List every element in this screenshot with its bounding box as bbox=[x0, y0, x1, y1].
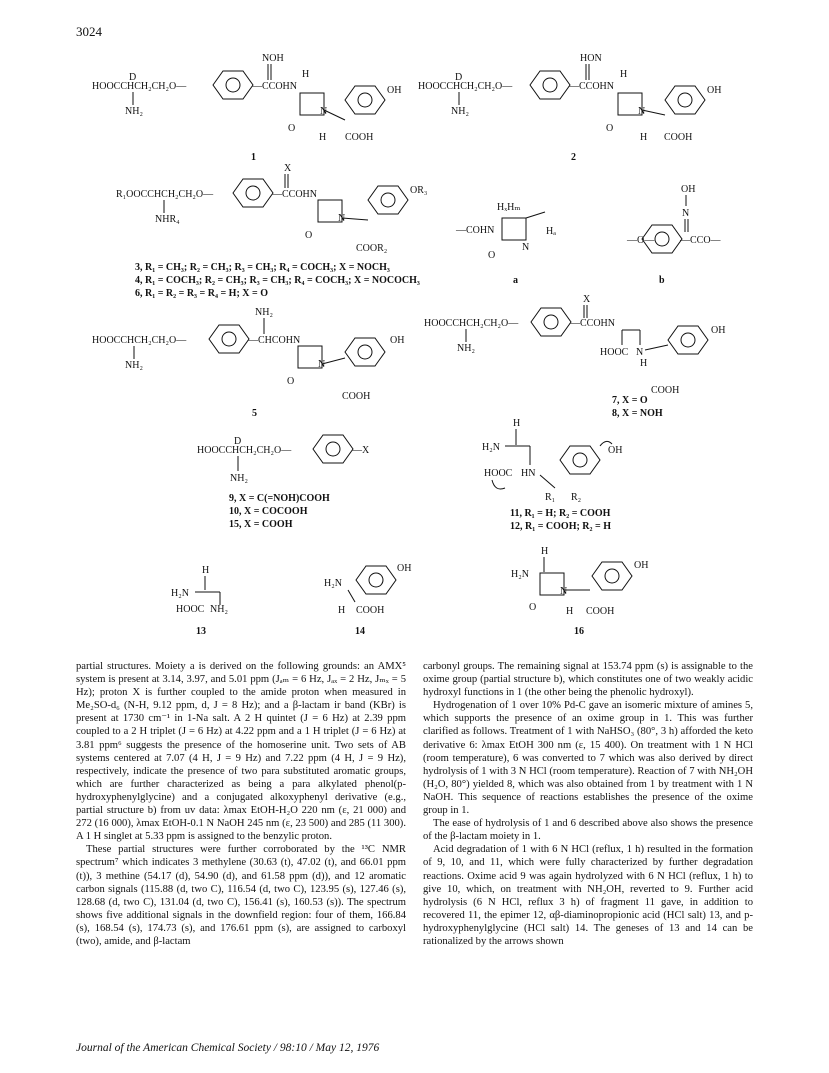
s16-oh: OH bbox=[634, 560, 649, 571]
s2-benzene-ring bbox=[530, 71, 570, 99]
s5-phenol-ring bbox=[345, 338, 385, 366]
s3-benzene-ring bbox=[233, 179, 273, 207]
s7-n: N bbox=[636, 347, 644, 358]
s9-benzene-ring bbox=[313, 435, 353, 463]
s1-h2: H bbox=[319, 132, 327, 143]
sa-cohn: —COHN bbox=[456, 225, 495, 236]
s2-h: H bbox=[620, 69, 628, 80]
s11-compound-12-definition: 12, R₁ = COOH; R₂ = H bbox=[510, 521, 612, 532]
sa-n: N bbox=[522, 242, 530, 253]
s3-aryl-ring bbox=[368, 186, 408, 214]
partial-structure-a bbox=[455, 202, 556, 286]
s7-phenol-ring bbox=[668, 326, 708, 354]
s16-h2: H bbox=[566, 606, 574, 617]
s3-o: O bbox=[305, 230, 313, 241]
s1-o: O bbox=[288, 123, 296, 134]
partial-structure-b bbox=[626, 184, 722, 286]
s16-cooh: COOH bbox=[586, 606, 615, 617]
s3-or3: OR₃ bbox=[410, 185, 428, 196]
sa-o: O bbox=[488, 250, 496, 261]
sa-hx-hm: HₓHₘ bbox=[497, 202, 521, 213]
s11-oh: OH bbox=[608, 445, 623, 456]
right-text-column bbox=[423, 660, 753, 948]
s11-hooc: HOOC bbox=[484, 468, 513, 479]
s11-r2: R₂ bbox=[571, 492, 582, 503]
s1-cooh: COOH bbox=[345, 132, 374, 143]
s2-side-chain: HOOCCHCH₂CH₂O— bbox=[418, 81, 513, 92]
s14-h: H bbox=[338, 605, 346, 616]
right-paragraph-2: Hydrogenation of 1 over 10% Pd-C gave an isomeric mixture of amines 5, which supports the presence of an oxime group in 1. This was further clarified as follows. Treatment of 1 with NaHSO₃ (80°, 3 h) afforded the keto derivative 6: λmax EtOH 300 nm (ε, 15 400). On treatment with 1 N HCl (room temperature), 6 was converted to 7 which was also derived by direct hydrolysis of 1 with 3 N HCl (room temperature). Reaction of 7 with NH₂OH (H₂O, 80°) yielded 8, which was also obtained from 1 by treatment with 1 N NaOH. This sequence of reactions establishes the presence of the oxime group in 1. bbox=[423, 700, 753, 817]
s13-compound-label: 13 bbox=[196, 626, 206, 637]
sa-ha: Hₐ bbox=[546, 226, 556, 237]
sa-beta-lactam-ring bbox=[502, 218, 526, 240]
s2-phenol-ring bbox=[665, 86, 705, 114]
s14-compound-label: 14 bbox=[355, 626, 365, 637]
s14-h2n: H₂N bbox=[324, 578, 342, 589]
s3-amide: —CCOHN bbox=[272, 189, 318, 200]
s7-x: X bbox=[583, 294, 591, 305]
s16-o: O bbox=[529, 602, 537, 613]
s2-oxime-hon: HON bbox=[580, 53, 602, 64]
structure-9-10-15 bbox=[197, 435, 370, 530]
s9-x: —X bbox=[352, 445, 370, 456]
s2-o: O bbox=[606, 123, 614, 134]
s1-h: H bbox=[302, 69, 310, 80]
s2-cooh: COOH bbox=[664, 132, 693, 143]
left-text-column bbox=[76, 660, 406, 948]
sb-label: b bbox=[659, 275, 665, 286]
s11-h2n: H₂N bbox=[482, 442, 500, 453]
s11-h: H bbox=[513, 418, 521, 429]
s13-nh2: NH₂ bbox=[210, 604, 228, 615]
structure-2 bbox=[418, 53, 721, 163]
s13-hooc: HOOC bbox=[176, 604, 205, 615]
s13-h: H bbox=[202, 565, 210, 576]
s2-nh2: NH₂ bbox=[451, 106, 469, 117]
s3-compound-3-definition: 3, R₁ = CH₃; R₂ = CH₃; R₃ = CH₃; R₄ = COCH₃; X = NOCH₃ bbox=[135, 262, 390, 273]
s9-nh2: NH₂ bbox=[230, 473, 248, 484]
s7-nh2: NH₂ bbox=[457, 343, 475, 354]
structure-11-12 bbox=[482, 418, 622, 532]
sb-cco: —CCO— bbox=[680, 235, 721, 246]
s9-compound-15-definition: 15, X = COOH bbox=[229, 519, 293, 530]
s1-deuterium-label: D bbox=[129, 72, 137, 83]
s7-compound-7-definition: 7, X = O bbox=[612, 395, 648, 406]
s3-compound-4-definition: 4, R₁ = COCH₃; R₂ = CH₃; R₃ = CH₃; R₄ = COCH₃; X = NOCOCH₃ bbox=[135, 275, 420, 286]
s5-compound-label: 5 bbox=[252, 408, 257, 419]
s16-phenol-ring bbox=[592, 562, 632, 590]
s5-side-chain: HOOCCHCH₂CH₂O— bbox=[92, 335, 187, 346]
s3-coor2: COOR₂ bbox=[356, 243, 388, 254]
s2-n: N bbox=[638, 106, 646, 117]
s9-deuterium-label: D bbox=[234, 436, 242, 447]
s9-compound-10-definition: 10, X = COCOOH bbox=[229, 506, 308, 517]
right-paragraph-1: carbonyl groups. The remaining signal at 153.74 ppm (s) is assignable to the oxime group (partial structure b), which constitutes one of two weakly acidic hydroxyl functions in 1 (the other being the phenolic hydroxyl). bbox=[423, 661, 753, 699]
left-paragraph-1: partial structures. Moiety a is derived on the following grounds: an AMX⁵ system is present at 3.14, 3.97, and 5.01 ppm (Jₐₘ = 6 Hz, Jₐₓ = 2 Hz, Jₘₓ = 5 Hz); proton X is further coupled to the amide proton when measured in Me₂SO-d₆ (N-H, 9.12 ppm, d, J = 8 Hz); and a β-lactam ir band (KBr) is present at 1730 cm⁻¹ in 1-Na salt. A 2 H quintet (J = 6 Hz) at 2.39 ppm coupled to a 2 H triplet (J = 6 Hz) at 4.22 ppm and a 1 H triplet (J = 6 Hz) at 3.81 ppm⁶ suggests the presence of the homoserine unit. Two sets of AB systems centered at 7.07 (4 H, J = 9 Hz) and 7.22 ppm (4 H, J = 9 Hz), respectively, indicate the presence of two para substituted aromatic groups, which are further characterized as being a para alkylated phenol(p-hydroxyphenylglycine) and a conjugated alkoxyphenyl derivative (e.g., partial structure b) from uv data: λmax EtOH-H₂O 220 nm (ε, 21 000) and 272 (16 000), λmax EtOH-0.1 N NaOH 245 nm (ε, 23 500) and 285 (11 300). A 1 H singlet at 5.33 ppm is assigned to the benzylic proton. bbox=[76, 661, 406, 843]
s1-phenol-ring bbox=[345, 86, 385, 114]
page-number: 3024 bbox=[76, 24, 102, 39]
left-paragraph-2: These partial structures were further corroborated by the ¹³C NMR spectrum⁷ which indicates 3 methylene (30.63 (t), 47.02 (t), and 66.01 ppm (t)), 3 methine (54.17 (d), 54.90 (d), and 61.58 ppm (d)), and 12 aromatic carbon signals (115.88 (d, two C), 116.54 (d, two C), 123.95 (s), 127.46 (s), 128.68 (d, two C), 131.04 (d, two C), 156.41 (s), 160.53 (s)). The spectrum shows five additional signals in the downfield region: four of them, 166.84 (s), 168.54 (s), 174.73 (s), and 176.61 ppm (s), are assigned to carboxyl (two), amide, and β-lactam bbox=[76, 844, 406, 947]
s7-h: H bbox=[640, 358, 648, 369]
structure-13 bbox=[171, 565, 228, 637]
s1-nh2: NH₂ bbox=[125, 106, 143, 117]
s14-phenol-ring bbox=[356, 566, 396, 594]
s5-benzene-ring bbox=[209, 325, 249, 353]
structure-14 bbox=[324, 563, 411, 637]
s1-oxime-noh: NOH bbox=[262, 53, 284, 64]
right-paragraph-3: The ease of hydrolysis of 1 and 6 described above also shows the presence of the β-lactam moiety in 1. bbox=[423, 818, 753, 843]
s7-benzene-ring bbox=[531, 308, 571, 336]
structure-7-8 bbox=[424, 294, 725, 419]
s1-benzene-ring bbox=[213, 71, 253, 99]
s7-oh: OH bbox=[711, 325, 726, 336]
s1-n: N bbox=[320, 106, 328, 117]
s1-side-chain: HOOCCHCH₂CH₂O— bbox=[92, 81, 187, 92]
s5-nh2: NH₂ bbox=[125, 360, 143, 371]
s2-deuterium-label: D bbox=[455, 72, 463, 83]
s7-hooc: HOOC bbox=[600, 347, 629, 358]
s3-nhr4: NHR₄ bbox=[155, 214, 180, 225]
s5-oh: OH bbox=[390, 335, 405, 346]
s5-nh2-top: NH₂ bbox=[255, 307, 273, 318]
s1-compound-label: 1 bbox=[251, 152, 256, 163]
s14-cooh: COOH bbox=[356, 605, 385, 616]
s2-compound-label: 2 bbox=[571, 152, 576, 163]
s3-n: N bbox=[338, 213, 346, 224]
structure-3-4-6 bbox=[116, 163, 427, 299]
s7-amide: —CCOHN bbox=[570, 318, 616, 329]
s1-oh: OH bbox=[387, 85, 402, 96]
journal-footer: Journal of the American Chemical Society / 98:10 / May 12, 1976 bbox=[76, 1042, 380, 1054]
structure-5 bbox=[92, 307, 404, 419]
s3-side-chain: R₁OOCCHCH₂CH₂O— bbox=[116, 189, 214, 200]
s7-compound-8-definition: 8, X = NOH bbox=[612, 408, 663, 419]
s7-cooh: COOH bbox=[651, 385, 680, 396]
sb-oh: OH bbox=[681, 184, 696, 195]
s11-r1: R₁ bbox=[545, 492, 556, 503]
s11-phenol-ring bbox=[560, 446, 600, 474]
s13-h2n: H₂N bbox=[171, 588, 189, 599]
sb-n: N bbox=[682, 208, 690, 219]
s16-compound-label: 16 bbox=[574, 626, 584, 637]
s11-arrow-1 bbox=[492, 480, 505, 489]
s7-side-chain: HOOCCHCH₂CH₂O— bbox=[424, 318, 519, 329]
s16-n: N bbox=[560, 586, 568, 597]
s5-n: N bbox=[318, 359, 326, 370]
s9-compound-9-definition: 9, X = C(=NOH)COOH bbox=[229, 493, 330, 504]
s11-hn: HN bbox=[521, 468, 536, 479]
s11-compound-11-definition: 11, R₁ = H; R₂ = COOH bbox=[510, 508, 611, 519]
sa-label: a bbox=[513, 275, 518, 286]
s1-amide: —CCOHN bbox=[252, 81, 298, 92]
s2-oh: OH bbox=[707, 85, 722, 96]
s2-amide: —CCOHN bbox=[569, 81, 615, 92]
sb-ether-o: —O— bbox=[627, 235, 655, 246]
structure-16 bbox=[511, 546, 648, 637]
s5-cooh: COOH bbox=[342, 391, 371, 402]
s3-x: X bbox=[284, 163, 292, 174]
structure-1 bbox=[92, 53, 401, 163]
s9-side-chain: HOOCCHCH₂CH₂O— bbox=[197, 445, 292, 456]
s5-chcohn: —CHCOHN bbox=[248, 335, 301, 346]
s2-h2: H bbox=[640, 132, 648, 143]
s16-h: H bbox=[541, 546, 549, 557]
s16-h2n: H₂N bbox=[511, 569, 529, 580]
right-paragraph-4: Acid degradation of 1 with 6 N HCl (reflux, 1 h) resulted in the formation of 9, 10, and 11, which were fully characterized by further degradation reactions. Oxime acid 9 was again hydrolyzed with 6 N HCl (reflux, 1 h) to give 10, which, on treatment with NH₂OH, reverted to 9. Further acid hydrolysis (6 N HCl, reflux 3 h) of fragment 11 gave, in addition to recovered 11, the epimer 12, αβ-diaminopropionic acid (HCl salt) 13, and p-hydroxyphenylglycine (HCl salt) 14. The geneses of 13 and 14 can be rationalized by the arrows shown bbox=[423, 844, 753, 947]
s5-o: O bbox=[287, 376, 295, 387]
s3-compound-6-definition: 6, R₁ = R₂ = R₃ = R₄ = H; X = O bbox=[135, 288, 268, 299]
s14-oh: OH bbox=[397, 563, 412, 574]
